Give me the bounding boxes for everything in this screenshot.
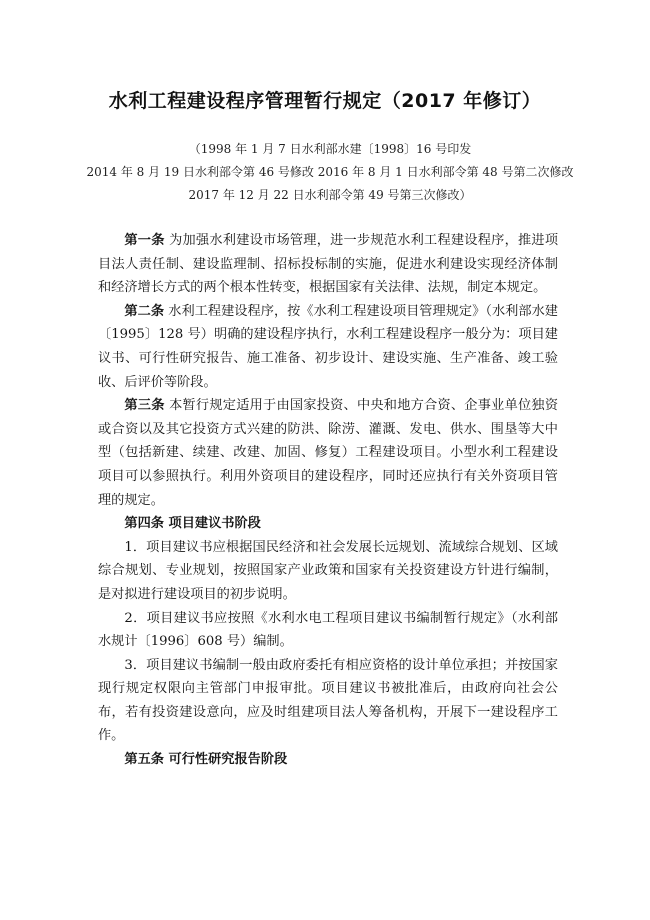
document-title: 水利工程建设程序管理暂行规定（2017 年修订） — [108, 90, 542, 112]
article-label: 第二条 — [124, 303, 165, 319]
article-label: 第一条 — [124, 233, 165, 248]
document-body — [98, 229, 558, 772]
article-2 — [98, 300, 558, 394]
article-1 — [98, 229, 558, 300]
issuance-line-3: 2017 年 12 月 22 日水利部令第 49 号第三次修改） — [188, 188, 472, 202]
issuance-line-1: （1998 年 1 月 7 日水利部水建〔1998〕16 号印发 — [188, 142, 472, 156]
article-4-heading: 第四条 项目建议书阶段 — [124, 516, 261, 532]
article-text: 水利工程建设程序，按《水利工程建设项目管理规定》（水利部水建〔1995〕128 号）明确的建设程序执行，水利工程建设程序一般分为：项目建议书、可行性研究报告、施工准备、初步设计、建设实施、生产准备、竣工验收、后评价等阶段。 — [98, 303, 558, 390]
article-4-item: 3．项目建议书编制一般由政府委托有相应资格的设计单位承担；并按国家现行规定权限向主管部门申报审批。项目建议书被批准后，由政府向社会公布，若有投资建设意向，应及时组建项目法人筹备机构，开展下一建设程序工作。 — [98, 657, 558, 744]
article-label: 第三条 — [124, 398, 165, 414]
article-3 — [98, 394, 558, 512]
article-text: 为加强水利建设市场管理，进一步规范水利工程建设程序，推进项目法人责任制、建设监理制、招标投标制的实施，促进水利建设实现经济体制和经济增长方式的两个根本性转变，根据国家有关法律、法规，制定本规定。 — [98, 233, 559, 296]
article-5-heading: 第五条 可行性研究报告阶段 — [124, 752, 288, 768]
article-4-item: 2．项目建议书应按照《水利水电工程项目建议书编制暂行规定》（水利部水规计〔1996〕608 号）编制。 — [98, 610, 558, 650]
article-text: 本暂行规定适用于由国家投资、中央和地方合资、企事业单位独资或合资以及其它投资方式兴建的防洪、除涝、灌溉、发电、供水、围垦等大中型（包括新建、续建、改建、加固、修复）工程建设项目。小型水利工程建设项目可以参照执行。利用外资项目的建设程序，同时还应执行有关外资项目管理的规定。 — [98, 398, 559, 508]
issuance-line-2: 2014 年 8 月 19 日水利部令第 46 号修改 2016 年 8 月 1 日水利部令第 48 号第二次修改 — [86, 165, 574, 179]
article-4-item: 1．项目建议书应根据国民经济和社会发展长远规划、流域综合规划、区域综合规划、专业规划，按照国家产业政策和国家有关投资建设方针进行编制，是对拟进行建设项目的初步说明。 — [98, 539, 558, 602]
